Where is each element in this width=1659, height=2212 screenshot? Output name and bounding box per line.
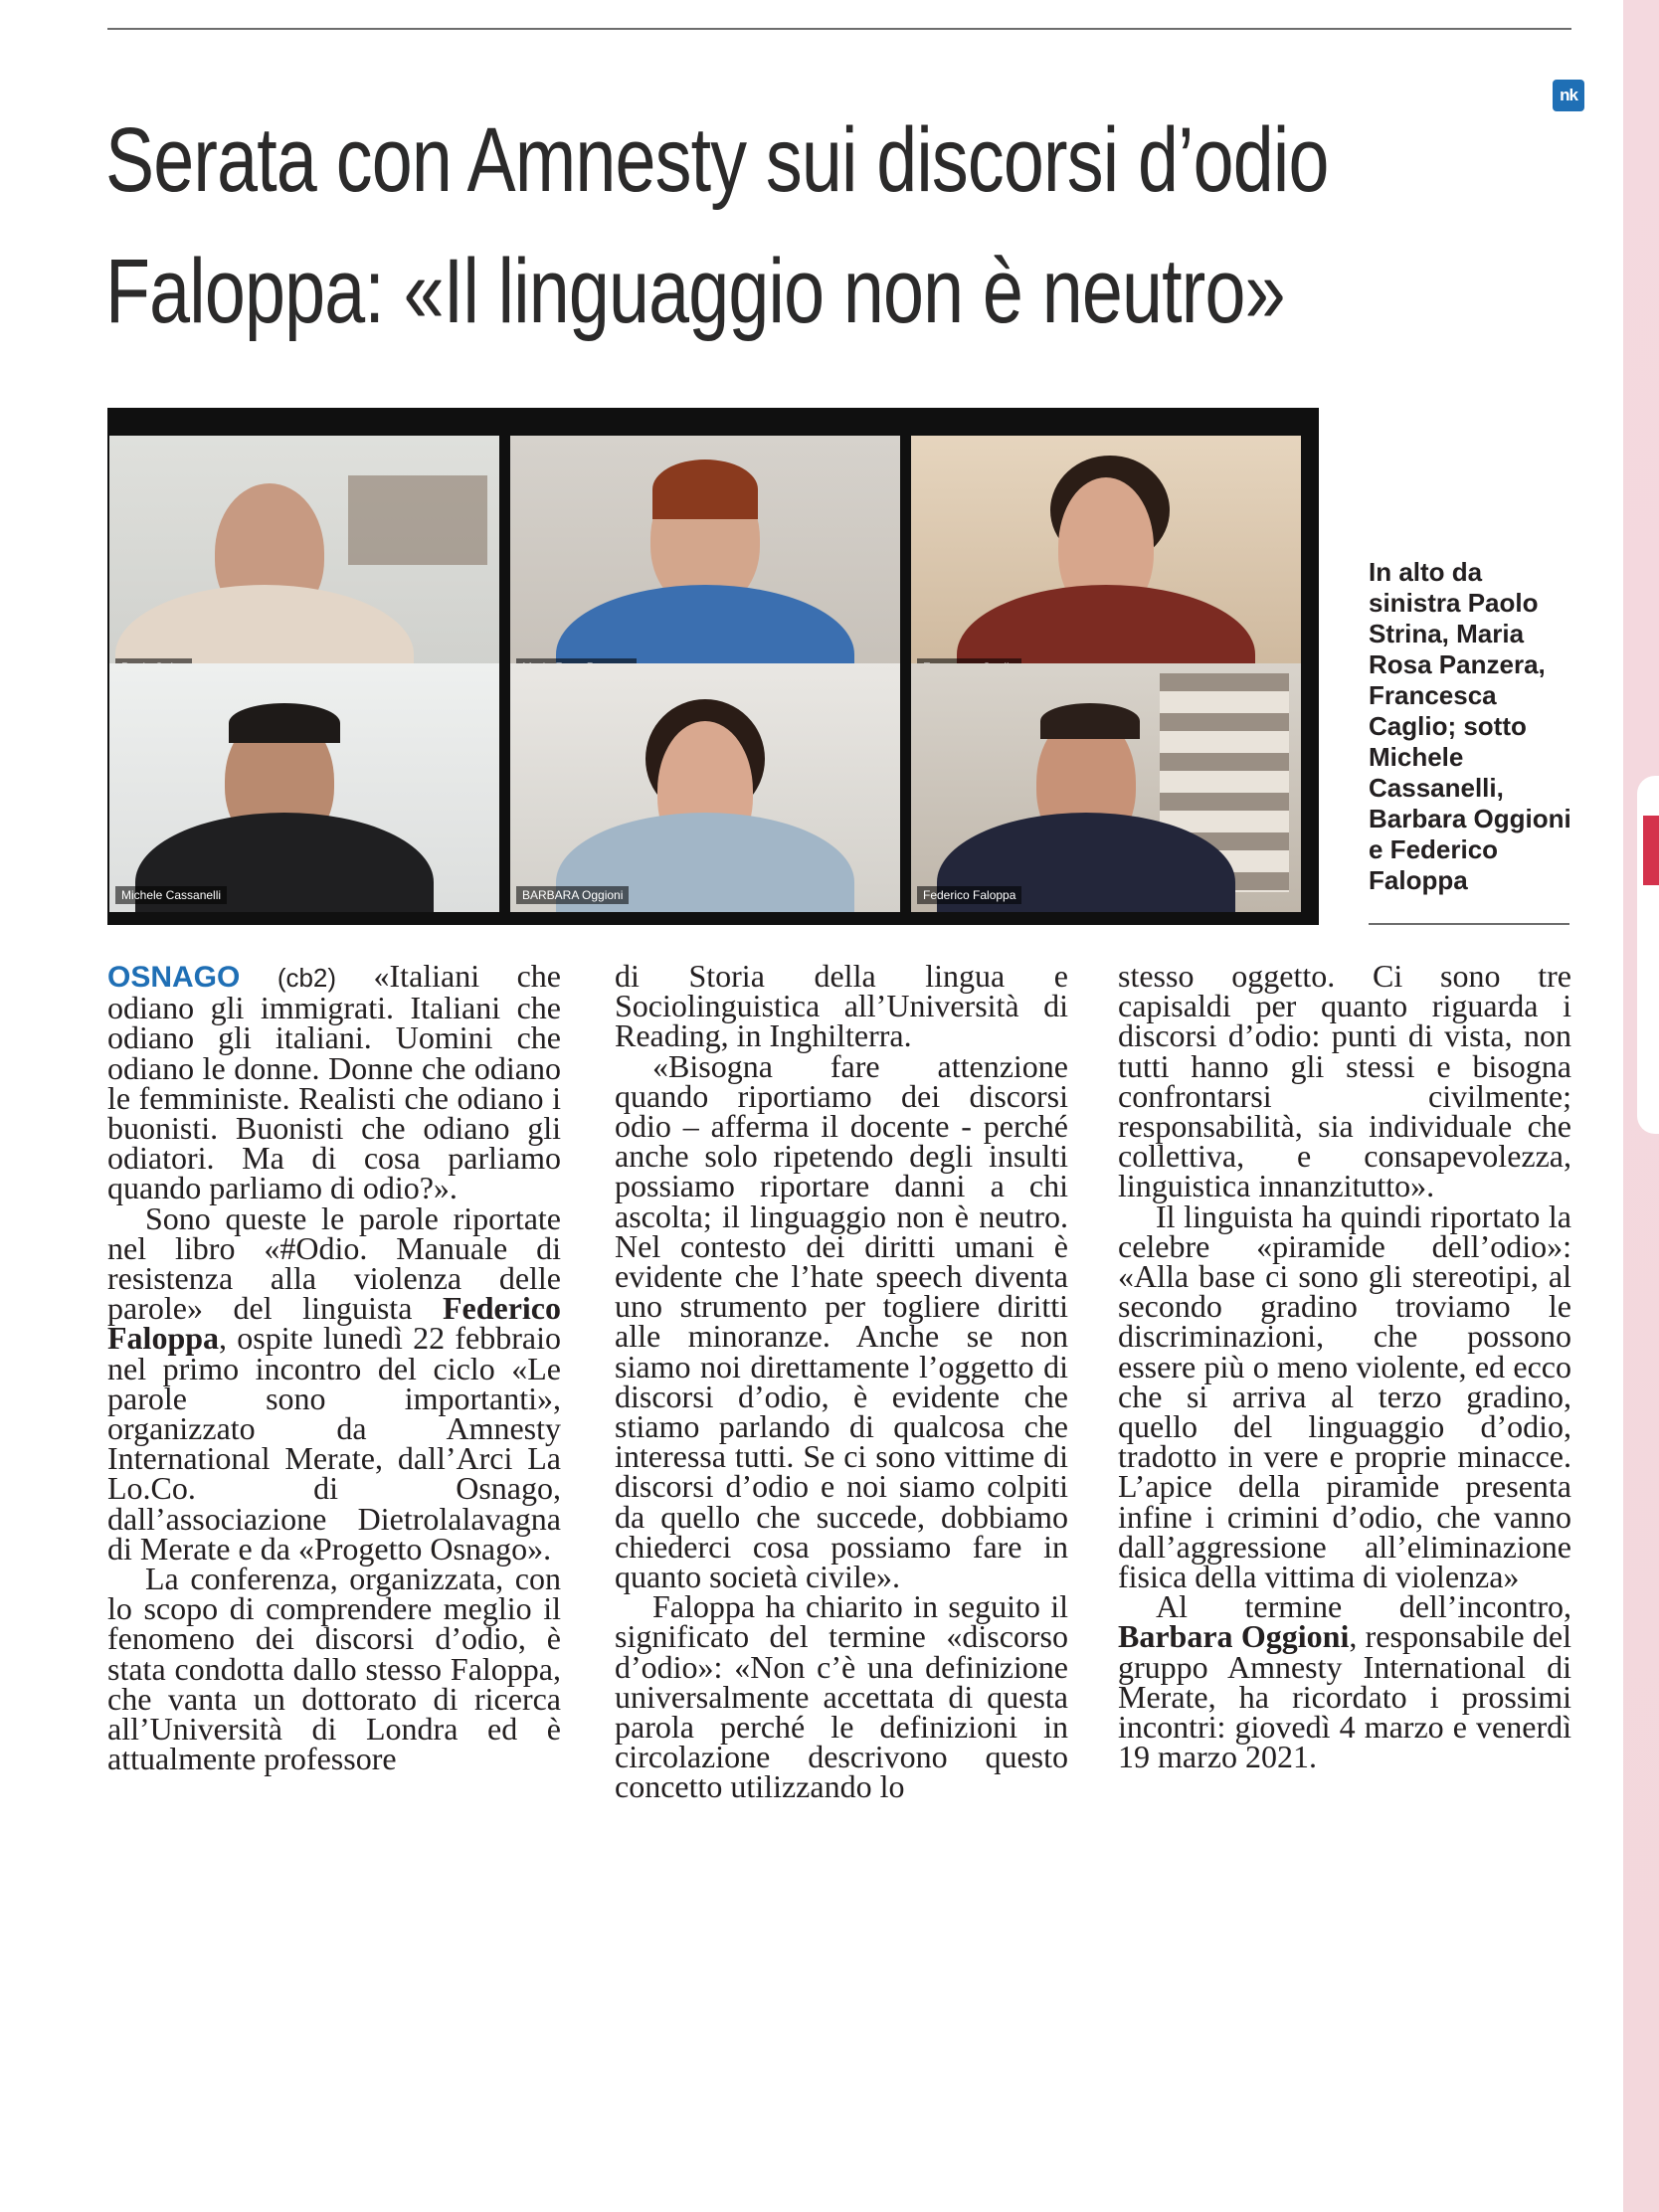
article-paragraph: Il linguista ha quindi riportato la celebre «piramide dell’odio»: «Alla base ci sono gli stereotipi, al secondo gradino troviamo le discriminazioni, che possono essere più o meno violente, ed ecco che si arriva al terzo gradino, quello del linguaggio d’odio, tradotto in vere e proprie minacce. L’apice della piramide presenta infine i crimini d’odio, che vanno dall’aggressione all’eliminazione fisica della vittima di violenza» — [1118, 1198, 1571, 1595]
person-name-bold: Federico Faloppa — [107, 1290, 561, 1357]
adjacent-page-red-mark — [1643, 816, 1659, 885]
dateline: OSNAGO — [107, 961, 241, 994]
article-column-1 — [107, 958, 561, 1777]
article-paragraph: stesso oggetto. Ci sono tre capisaldi per quanto riguarda i discorsi d’odio: punti di vista, non tutti hanno gli stessi e bisogna confrontarsi civilmente; responsabilità, sia individuale che collettiva, e consapevolezza, linguistica innanzitutto». — [1118, 958, 1571, 1204]
participant-name: Michele Cassanelli — [115, 886, 227, 904]
article-paragraph: Faloppa ha chiarito in seguito il significato del termine «discorso d’odio»: «Non c’è una definizione universalmente accettata di questa parola perché le definizioni in circolazione descrivono questo concetto utilizzando lo — [615, 1588, 1068, 1805]
paragraph-text: Al termine dell’incontro, — [1156, 1588, 1571, 1625]
participant-tile — [510, 436, 900, 684]
article-paragraph: La conferenza, organizzata, con lo scopo di comprendere meglio il fenomeno dei discorsi d’odio, è stata condotta dallo stesso Faloppa, che vanta un dottorato di ricerca all’Università di Londra ed è attualmente professore — [107, 1561, 561, 1777]
article-paragraph: «Bisogna fare attenzione quando riportiamo dei discorsi odio – afferma il docente - perché anche solo ripetendo degli insulti possiamo riportare danni a chi ascolta; il linguaggio non è neutro. Nel contesto dei diritti umani è evidente che l’hate speech diventa uno strumento per togliere diritti alle minoranze. Anche se non siamo noi direttamente l’oggetto di discorsi d’odio, è evidente che stiamo parlando di qualcosa che interessa tutti. Se ci sono vittime di discorsi d’odio e noi siamo colpiti da quello che succede, dobbiamo chiederci cosa possiamo fare in quanto società civile». — [615, 1047, 1068, 1595]
article-paragraph — [107, 958, 561, 1206]
paragraph-text: «Italiani che odiano gli immigrati. Italiani che odiano gli italiani. Uomini che odiano le donne. Donne che odiano le femministe. Realisti che odiano i buonisti. Buonisti che odiano gli odiatori. Ma di cosa parliamo quando parliamo di odio?». — [107, 958, 561, 1206]
article-column-2 — [615, 958, 1068, 1805]
video-call-photo — [107, 408, 1319, 925]
participant-name: Federico Faloppa — [917, 886, 1021, 904]
paragraph-text: Sono queste le parole riportate nel libro «#Odio. Manuale di resistenza alla violenza delle parole» del linguista — [107, 1199, 561, 1327]
paragraph-text: , responsabile del gruppo Amnesty International di Merate, ha ricordato i prossimi incontri: giovedì 4 marzo e venerdì 19 marzo 2021. — [1118, 1618, 1571, 1775]
participant-tile — [911, 436, 1301, 684]
caption-rule — [1369, 923, 1569, 925]
participant-tile-active-speaker — [911, 663, 1301, 912]
headline — [105, 94, 1329, 357]
headline-line-2: Faloppa: «Il linguaggio non è neutro» — [105, 241, 1285, 342]
participant-tile — [109, 436, 499, 684]
author-tag: (cb2) — [276, 963, 337, 993]
person-name-bold: Barbara Oggioni — [1118, 1618, 1350, 1655]
participant-tile — [109, 663, 499, 912]
top-rule — [107, 28, 1571, 30]
participant-tile — [510, 663, 900, 912]
article-column-3 — [1118, 958, 1571, 1775]
headline-line-1: Serata con Amnesty sui discorsi d’odio — [105, 109, 1329, 211]
paragraph-text: , ospite lunedì 22 febbraio nel primo incontro del ciclo «Le parole sono importanti», organizzato da Amnesty International Merate, dall’Arci La Lo.Co. di Osnago, dall’associazione Dietrolalavagna di Merate e da «Progetto Osnago». — [107, 1320, 561, 1567]
participant-name: BARBARA Oggioni — [516, 886, 629, 904]
publisher-logo-icon: nk — [1553, 80, 1584, 111]
article-paragraph — [1118, 1588, 1571, 1775]
article-paragraph: di Storia della lingua e Sociolinguistica all’Università di Reading, in Inghilterra. — [615, 958, 1068, 1054]
article-paragraph — [107, 1199, 561, 1567]
photo-caption: In alto da sinistra Paolo Strina, Maria Rosa Panzera, Francesca Caglio; sotto Michele Cassanelli, Barbara Oggioni e Federico Faloppa — [1369, 557, 1571, 895]
